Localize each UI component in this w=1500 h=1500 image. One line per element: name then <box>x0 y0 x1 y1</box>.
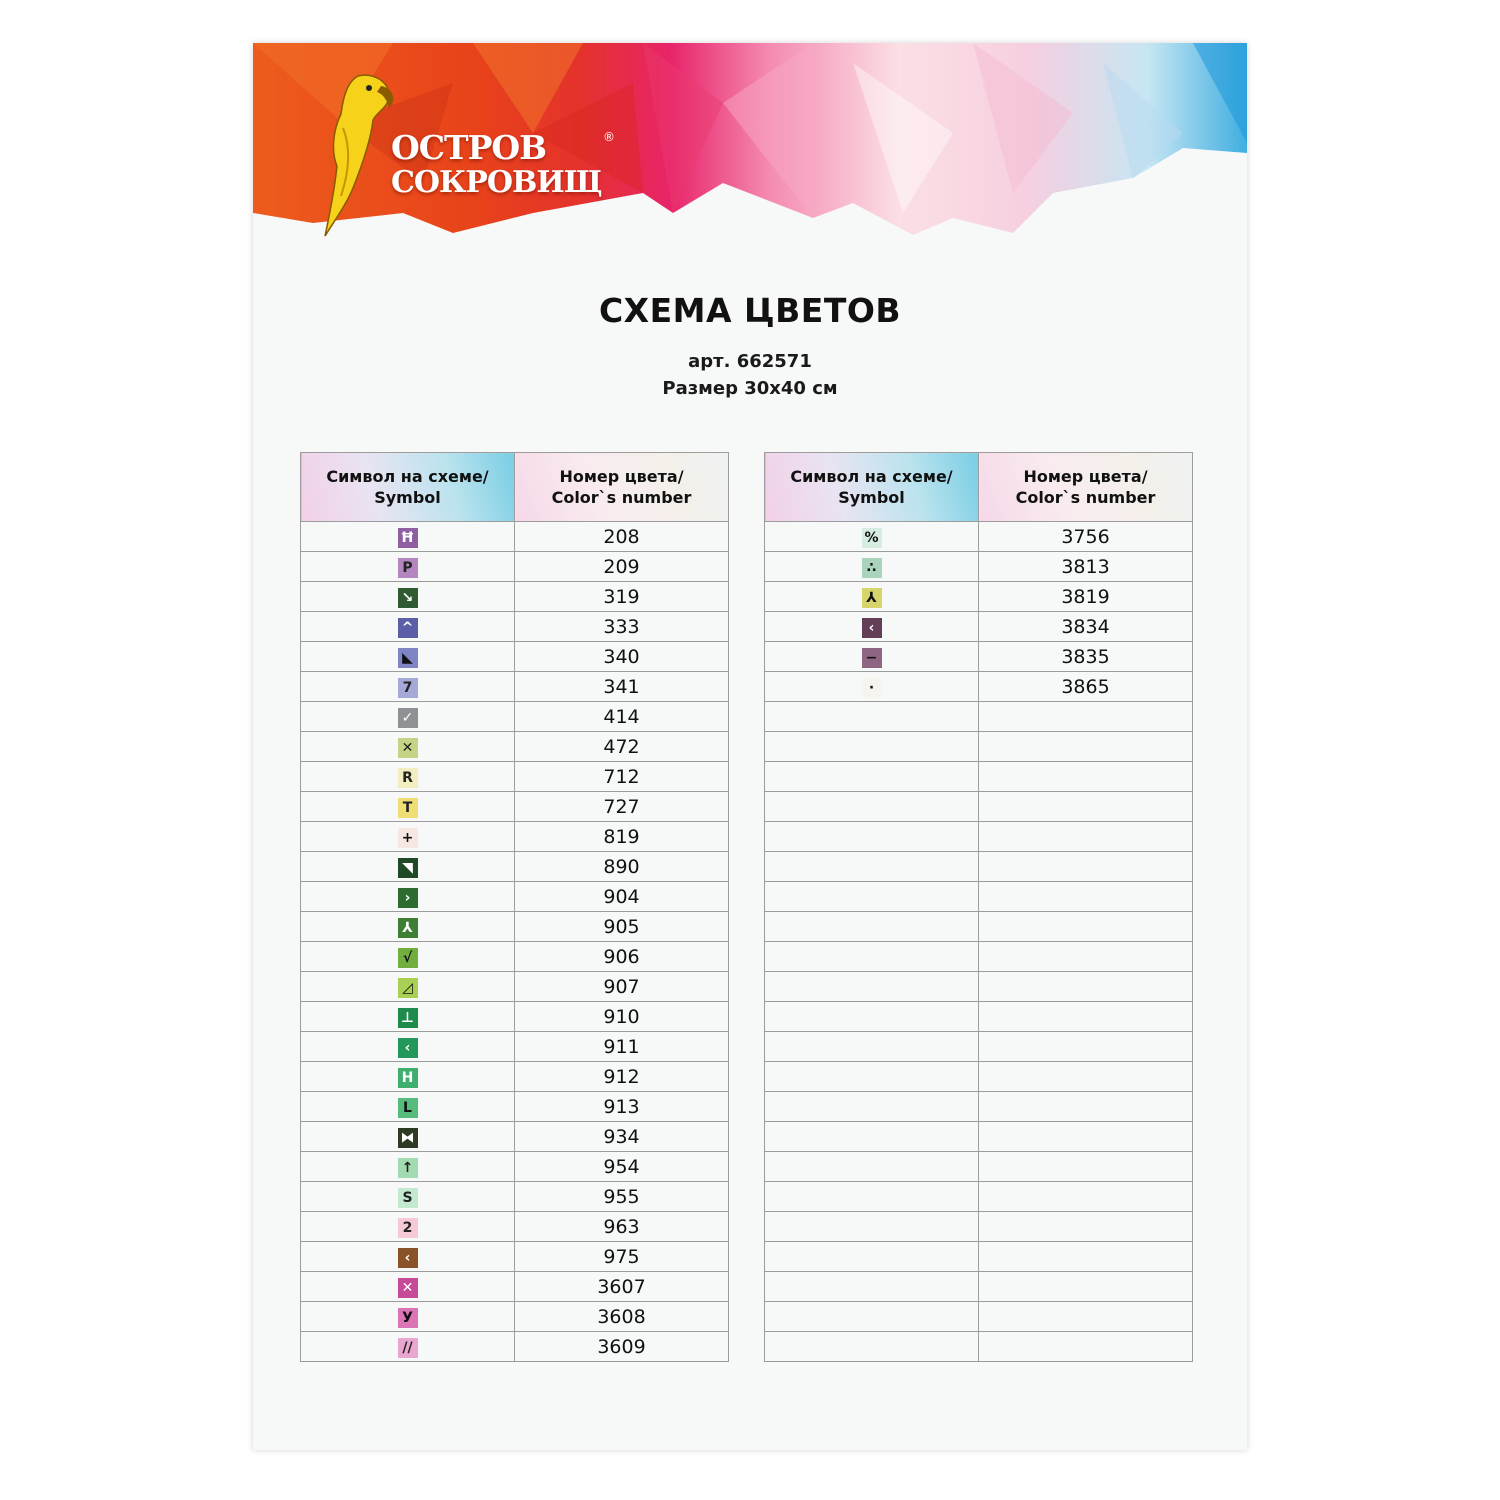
table-header-row <box>301 453 729 522</box>
symbol-cell <box>301 1152 515 1182</box>
color-number-cell: 913 <box>515 1092 729 1122</box>
color-symbol-swatch: ◿ <box>398 978 418 998</box>
table-row <box>765 732 1193 762</box>
symbol-cell <box>301 942 515 972</box>
symbol-cell <box>301 882 515 912</box>
color-symbol-swatch: ‹ <box>398 1248 418 1268</box>
symbol-cell <box>765 762 979 792</box>
color-symbol-swatch: 7 <box>398 678 418 698</box>
color-number-cell: 3819 <box>979 582 1193 612</box>
table-row <box>765 1182 1193 1212</box>
table-row <box>301 1332 729 1362</box>
color-number-cell <box>979 882 1193 912</box>
symbol-cell <box>301 822 515 852</box>
color-number-cell: 890 <box>515 852 729 882</box>
symbol-cell <box>765 822 979 852</box>
color-table-left-body <box>301 522 729 1362</box>
table-row <box>301 882 729 912</box>
color-number-cell: 819 <box>515 822 729 852</box>
symbol-cell <box>765 1122 979 1152</box>
symbol-cell <box>765 612 979 642</box>
color-number-cell: 3835 <box>979 642 1193 672</box>
color-number-cell <box>979 1242 1193 1272</box>
color-symbol-swatch: ✕ <box>398 1278 418 1298</box>
table-row <box>765 822 1193 852</box>
symbol-header-line1: Символ на схеме/ <box>790 467 953 486</box>
color-symbol-swatch: % <box>862 528 882 548</box>
table-row <box>765 1092 1193 1122</box>
symbol-cell <box>301 1272 515 1302</box>
symbol-cell <box>301 1242 515 1272</box>
color-number-cell <box>979 972 1193 1002</box>
color-number-cell <box>979 1212 1193 1242</box>
color-symbol-swatch: ∴ <box>862 558 882 578</box>
color-number-cell: 209 <box>515 552 729 582</box>
number-header-line1: Номер цвета/ <box>559 467 684 486</box>
color-number-cell <box>979 762 1193 792</box>
symbol-cell <box>301 552 515 582</box>
symbol-cell <box>301 642 515 672</box>
symbol-cell <box>301 852 515 882</box>
table-row <box>765 912 1193 942</box>
color-symbol-swatch: ✕ <box>398 738 418 758</box>
table-row <box>765 1302 1193 1332</box>
symbol-cell <box>765 702 979 732</box>
color-symbol-swatch: ↑ <box>398 1158 418 1178</box>
symbol-cell <box>301 1212 515 1242</box>
color-symbol-swatch: P <box>398 558 418 578</box>
table-row <box>765 702 1193 732</box>
symbol-cell <box>765 1242 979 1272</box>
symbol-cell <box>765 912 979 942</box>
table-row <box>301 1302 729 1332</box>
color-number-cell: 3756 <box>979 522 1193 552</box>
color-number-cell <box>979 792 1193 822</box>
color-number-cell: 319 <box>515 582 729 612</box>
color-number-cell: 472 <box>515 732 729 762</box>
color-symbol-swatch: S <box>398 1188 418 1208</box>
color-number-cell: 3813 <box>979 552 1193 582</box>
symbol-cell <box>765 1152 979 1182</box>
table-row <box>765 762 1193 792</box>
color-number-cell <box>979 732 1193 762</box>
color-symbol-swatch: ◣ <box>398 648 418 668</box>
brand-logo-line1: ОСТРОВ <box>391 128 547 167</box>
symbol-cell <box>765 522 979 552</box>
color-symbol-swatch: T <box>398 798 418 818</box>
color-symbol-swatch: L <box>398 1098 418 1118</box>
color-symbol-swatch: ⧓ <box>398 1128 418 1148</box>
color-symbol-swatch: ‹ <box>398 1038 418 1058</box>
symbol-cell <box>301 762 515 792</box>
page-title: СХЕМА ЦВЕТОВ <box>598 291 902 330</box>
table-row <box>765 942 1193 972</box>
symbol-cell <box>765 552 979 582</box>
color-number-cell <box>979 852 1193 882</box>
table-row <box>301 732 729 762</box>
color-number-cell: 3608 <box>515 1302 729 1332</box>
color-symbol-swatch: H <box>398 1068 418 1088</box>
symbol-cell <box>765 882 979 912</box>
color-symbol-swatch: ⅄ <box>862 588 882 608</box>
symbol-header-line2: Symbol <box>838 488 905 507</box>
table-row <box>765 1122 1193 1152</box>
table-row <box>301 822 729 852</box>
table-row <box>765 972 1193 1002</box>
symbol-cell <box>765 942 979 972</box>
color-table-left <box>300 452 729 1362</box>
color-number-cell <box>979 1302 1193 1332</box>
table-row <box>765 852 1193 882</box>
table-row <box>765 1002 1193 1032</box>
color-number-cell: 911 <box>515 1032 729 1062</box>
symbol-cell <box>301 612 515 642</box>
symbol-cell <box>765 1002 979 1032</box>
symbol-cell <box>765 582 979 612</box>
table-row <box>301 552 729 582</box>
color-number-cell: 727 <box>515 792 729 822</box>
color-symbol-swatch: − <box>862 648 882 668</box>
color-number-cell <box>979 1122 1193 1152</box>
symbol-cell <box>301 1032 515 1062</box>
color-number-cell: 333 <box>515 612 729 642</box>
color-symbol-swatch: √ <box>398 948 418 968</box>
color-number-cell: 3609 <box>515 1332 729 1362</box>
color-symbol-swatch: // <box>398 1338 418 1358</box>
color-number-cell: 912 <box>515 1062 729 1092</box>
color-number-cell: 712 <box>515 762 729 792</box>
color-number-cell: 904 <box>515 882 729 912</box>
color-number-cell <box>979 822 1193 852</box>
color-number-cell: 340 <box>515 642 729 672</box>
table-row <box>765 1242 1193 1272</box>
table-row <box>301 1002 729 1032</box>
color-number-cell <box>979 1332 1193 1362</box>
symbol-cell <box>301 672 515 702</box>
color-number-cell: 955 <box>515 1182 729 1212</box>
symbol-cell <box>301 1332 515 1362</box>
table-row <box>301 792 729 822</box>
table-row <box>765 522 1193 552</box>
symbol-cell <box>765 1062 979 1092</box>
symbol-cell <box>765 1302 979 1332</box>
canvas-size: Размер 30х40 см <box>662 378 838 399</box>
table-row <box>301 582 729 612</box>
symbol-cell <box>301 702 515 732</box>
table-row <box>301 762 729 792</box>
number-column-header <box>979 453 1193 522</box>
brand-logo <box>313 68 615 238</box>
table-row <box>301 1182 729 1212</box>
color-number-cell <box>979 1152 1193 1182</box>
color-symbol-swatch: ⅄ <box>398 918 418 938</box>
symbol-cell <box>765 672 979 702</box>
color-symbol-swatch: ✓ <box>398 708 418 728</box>
table-row <box>301 522 729 552</box>
table-row <box>765 882 1193 912</box>
color-number-cell <box>979 1182 1193 1212</box>
symbol-cell <box>765 972 979 1002</box>
table-row <box>301 702 729 732</box>
symbol-cell <box>301 1122 515 1152</box>
color-symbol-swatch: › <box>398 888 418 908</box>
color-number-cell: 963 <box>515 1212 729 1242</box>
color-symbol-swatch: ^ <box>398 618 418 638</box>
color-number-cell: 934 <box>515 1122 729 1152</box>
color-number-cell: 341 <box>515 672 729 702</box>
color-chart-sheet <box>253 43 1247 1450</box>
table-row <box>301 612 729 642</box>
table-row <box>765 612 1193 642</box>
symbol-cell <box>301 1062 515 1092</box>
symbol-cell <box>301 522 515 552</box>
table-row <box>765 1032 1193 1062</box>
table-row <box>301 1122 729 1152</box>
table-row <box>301 852 729 882</box>
color-number-cell: 3865 <box>979 672 1193 702</box>
table-row <box>301 1062 729 1092</box>
color-symbol-swatch: 2 <box>398 1218 418 1238</box>
color-number-cell: 910 <box>515 1002 729 1032</box>
table-row <box>301 1212 729 1242</box>
color-symbol-swatch: ⊥ <box>398 1008 418 1028</box>
symbol-cell <box>301 582 515 612</box>
table-row <box>301 1152 729 1182</box>
symbol-cell <box>765 1032 979 1062</box>
symbol-cell <box>301 1302 515 1332</box>
color-table-right-body <box>765 522 1193 1362</box>
color-number-cell <box>979 1032 1193 1062</box>
table-row <box>301 642 729 672</box>
symbol-cell <box>301 912 515 942</box>
color-number-cell: 208 <box>515 522 729 552</box>
color-number-cell <box>979 1002 1193 1032</box>
symbol-cell <box>765 792 979 822</box>
brand-logo-line2: СОКРОВИЩ <box>391 165 602 200</box>
table-row <box>301 1242 729 1272</box>
symbol-cell <box>765 642 979 672</box>
article-number: арт. 662571 <box>688 351 812 372</box>
color-number-cell <box>979 912 1193 942</box>
table-row <box>301 1032 729 1062</box>
symbol-header-line2: Symbol <box>374 488 441 507</box>
color-number-cell <box>979 1062 1193 1092</box>
number-header-line2: Color`s number <box>1015 488 1156 507</box>
color-table-right <box>764 452 1193 1362</box>
table-row <box>765 1212 1193 1242</box>
table-row <box>301 972 729 1002</box>
number-header-line2: Color`s number <box>551 488 692 507</box>
table-row <box>765 642 1193 672</box>
table-row <box>765 672 1193 702</box>
table-row <box>301 942 729 972</box>
color-symbol-swatch: R <box>398 768 418 788</box>
color-number-cell: 907 <box>515 972 729 1002</box>
table-row <box>765 1152 1193 1182</box>
table-row <box>765 792 1193 822</box>
symbol-cell <box>765 1092 979 1122</box>
color-symbol-swatch: У <box>398 1308 418 1328</box>
symbol-header-line1: Символ на схеме/ <box>326 467 489 486</box>
symbol-column-header <box>301 453 515 522</box>
table-row <box>765 1272 1193 1302</box>
table-row <box>301 1092 729 1122</box>
table-row <box>765 552 1193 582</box>
color-number-cell <box>979 1092 1193 1122</box>
table-row <box>765 1332 1193 1362</box>
registered-mark: ® <box>603 130 615 144</box>
color-number-cell: 3834 <box>979 612 1193 642</box>
table-row <box>765 1062 1193 1092</box>
symbol-cell <box>301 792 515 822</box>
symbol-cell <box>765 732 979 762</box>
color-number-cell <box>979 942 1193 972</box>
number-column-header <box>515 453 729 522</box>
parrot-icon <box>313 68 403 238</box>
color-number-cell: 905 <box>515 912 729 942</box>
table-row <box>301 1272 729 1302</box>
color-symbol-swatch: + <box>398 828 418 848</box>
color-number-cell: 906 <box>515 942 729 972</box>
table-row <box>301 912 729 942</box>
table-row <box>765 582 1193 612</box>
symbol-cell <box>765 1332 979 1362</box>
table-row <box>301 672 729 702</box>
symbol-column-header <box>765 453 979 522</box>
symbol-cell <box>301 1092 515 1122</box>
symbol-cell <box>765 1182 979 1212</box>
color-number-cell: 954 <box>515 1152 729 1182</box>
color-symbol-swatch: Ħ <box>398 528 418 548</box>
symbol-cell <box>301 1182 515 1212</box>
color-symbol-swatch: ◥ <box>398 858 418 878</box>
color-number-cell: 3607 <box>515 1272 729 1302</box>
color-number-cell: 975 <box>515 1242 729 1272</box>
color-symbol-swatch: ↘ <box>398 588 418 608</box>
color-symbol-swatch: · <box>862 678 882 698</box>
symbol-cell <box>301 1002 515 1032</box>
symbol-cell <box>765 1272 979 1302</box>
color-symbol-swatch: ‹ <box>862 618 882 638</box>
color-number-cell <box>979 1272 1193 1302</box>
symbol-cell <box>301 972 515 1002</box>
symbol-cell <box>765 852 979 882</box>
table-header-row <box>765 453 1193 522</box>
symbol-cell <box>765 1212 979 1242</box>
color-number-cell: 414 <box>515 702 729 732</box>
symbol-cell <box>301 732 515 762</box>
color-number-cell <box>979 702 1193 732</box>
number-header-line1: Номер цвета/ <box>1023 467 1148 486</box>
